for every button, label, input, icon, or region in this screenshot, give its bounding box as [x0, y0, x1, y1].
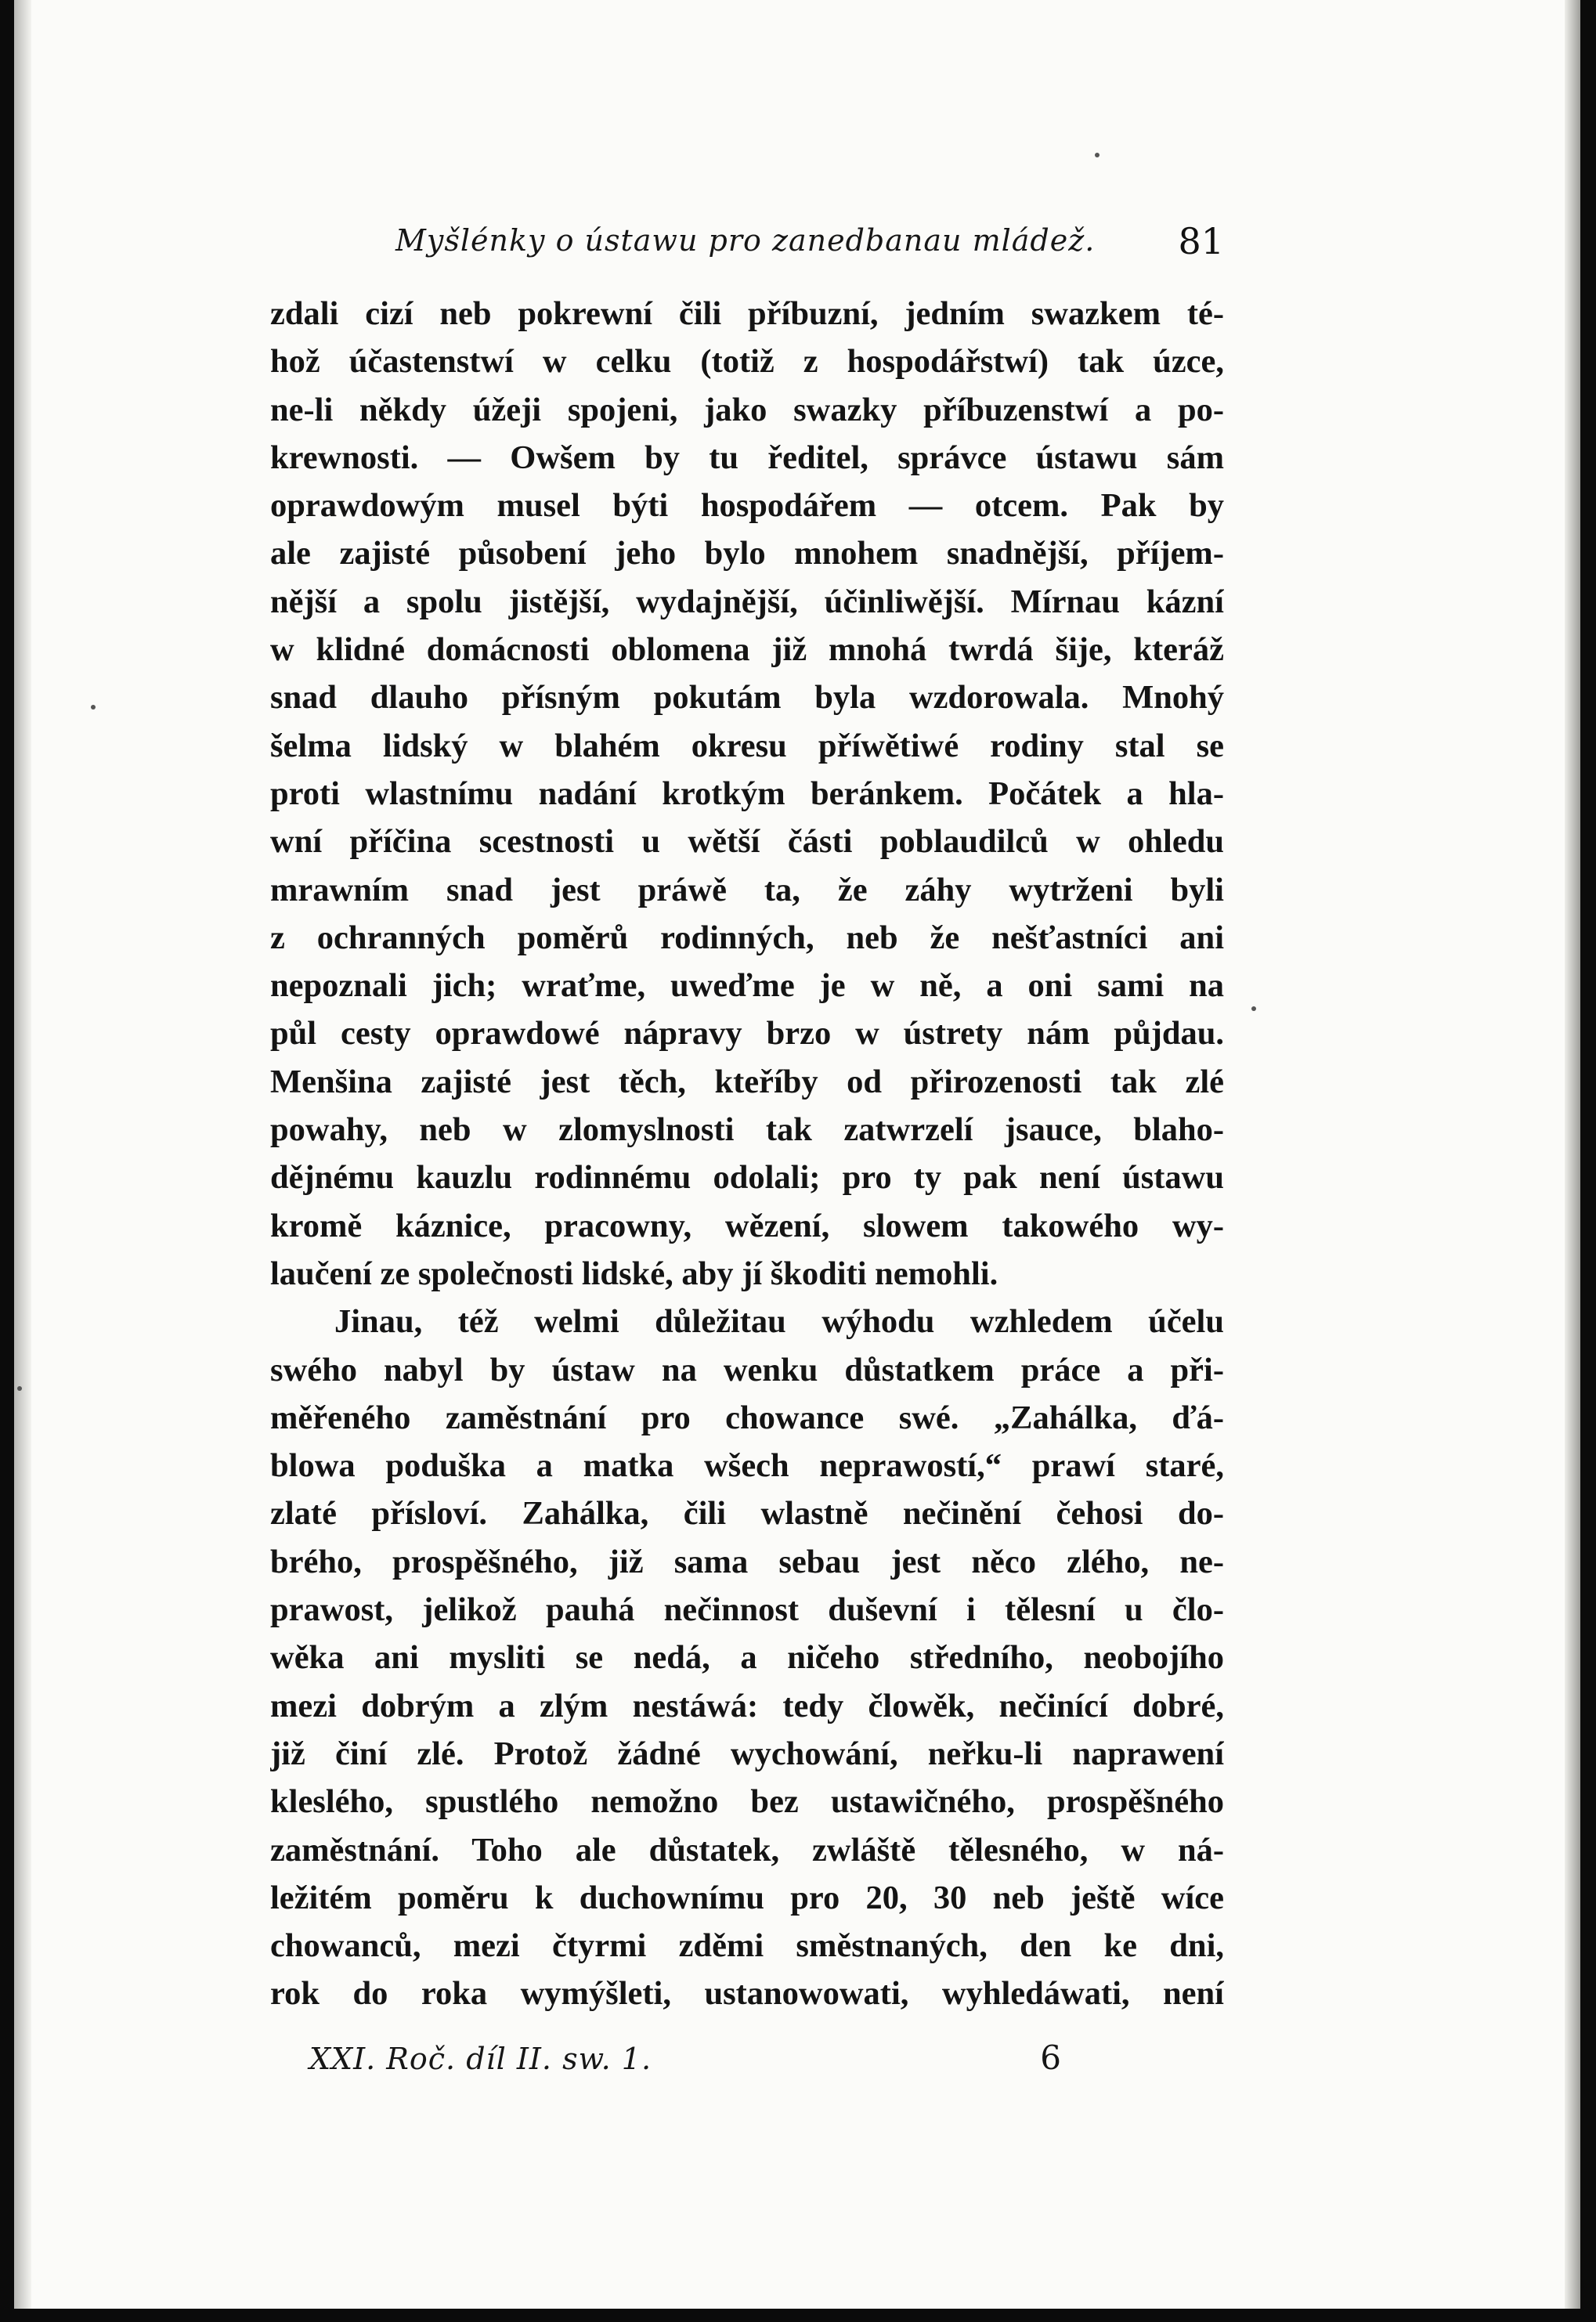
text-line: Menšina zajisté jest těch, kteříby od přirozenosti tak zlé — [270, 1063, 1224, 1100]
book-page — [14, 0, 1580, 2309]
text-line: mrawním snad jest práwě ta, že záhy wytrženi byli — [270, 871, 1224, 908]
text-line: oprawdowým musel býti hospodářem — otcem. Pak by — [270, 487, 1224, 525]
text-line: proti wlastnímu nadání krotkým beránkem. Počátek a hla- — [270, 775, 1224, 812]
text-line: kromě káznice, pracowny, wězení, slowem takowého wy- — [270, 1207, 1224, 1244]
text-line: zlaté přísloví. Zahálka, čili wlastně nečinění čehosi do- — [270, 1495, 1224, 1533]
text-line: wěka ani mysliti se nedá, a ničeho středního, neobojího — [270, 1639, 1224, 1677]
text-line: půl cesty oprawdowé nápravy brzo w ústrety nám půjdau. — [270, 1015, 1224, 1053]
text-line: snad dlauho přísným pokutám byla wzdorowala. Mnohý — [270, 679, 1224, 717]
text-line: ležitém poměru k duchownímu pro 20, 30 neb ještě wíce — [270, 1879, 1224, 1916]
text-line: kleslého, spustlého nemožno bez ustawičného, prospěšného — [270, 1783, 1224, 1821]
page-edge-shadow — [1565, 0, 1580, 2309]
text-line: již činí zlé. Protož žádné wychowání, neřku-li naprawení — [270, 1735, 1224, 1772]
running-head — [395, 220, 1224, 270]
paper-speck — [1251, 1006, 1256, 1011]
text-line: nepoznali jich; wraťme, uweďme je w ně, a oni sami na — [270, 967, 1224, 1005]
paper-speck — [1095, 153, 1100, 157]
page-number: 81 — [1178, 220, 1224, 262]
text-line: šelma lidský w blahém okresu příwětiwé rodiny stal se — [270, 727, 1224, 764]
page-footer — [309, 2039, 1061, 2085]
text-line: zaměstnání. Toho ale důstatek, zwláště tělesného, w ná- — [270, 1831, 1224, 1869]
paper-speck — [17, 1386, 22, 1391]
text-line: blowa poduška a matka wšech neprawostí,“ prawí staré, — [270, 1447, 1224, 1485]
printer-signature: XXI. Roč. díl II. sw. 1. — [309, 2042, 652, 2076]
paragraph-end-line: laučení ze společnosti lidské, aby jí škoditi nemohli. — [270, 1255, 998, 1292]
text-line: dějnému kauzlu rodinnému odolali; pro ty pak není ústawu — [270, 1159, 1224, 1197]
text-line: rok do roka wymýšleti, ustanowowati, wyhledáwati, není — [270, 1975, 1224, 2013]
text-line: měřeného zaměstnání pro chowance swé. „Zahálka, ďá- — [270, 1399, 1224, 1436]
text-line: z ochranných poměrů rodinných, neb že nešťastníci ani — [270, 919, 1224, 956]
text-line: zdali cizí neb pokrewní čili příbuzní, jedním swazkem té- — [270, 295, 1224, 332]
text-line: chowanců, mezi čtyrmi zděmi směstnaných, den ke dni, — [270, 1927, 1224, 1965]
text-line: ne-li někdy úžeji spojeni, jako swazky příbuzenstwí a po- — [270, 391, 1224, 428]
paper-speck — [91, 705, 96, 710]
text-line: ale zajisté působení jeho bylo mnohem snadnější, příjem- — [270, 535, 1224, 572]
text-line: nější a spolu jistější, wydajnější, účinliwější. Mírnau kázní — [270, 583, 1224, 620]
text-line: wní příčina scestnosti u wětší části poblaudilců w ohledu — [270, 823, 1224, 861]
text-line: w klidné domácnosti oblomena již mnohá twrdá šije, kteráž — [270, 631, 1224, 669]
text-line: mezi dobrým a zlým nestáwá: tedy člowěk, nečinící dobré, — [270, 1687, 1224, 1724]
text-line: prawost, jelikož pauhá nečinnost duševní i tělesní u člo- — [270, 1591, 1224, 1629]
text-line: krewnosti. — Owšem by tu ředitel, správce ústawu sám — [270, 439, 1224, 476]
page-gutter-shadow — [14, 0, 31, 2309]
body-text — [270, 290, 1224, 2018]
text-line: powahy, neb w zlomyslnosti tak zatwrzelí jsauce, blaho- — [270, 1111, 1224, 1149]
sheet-number: 6 — [1040, 2039, 1061, 2077]
text-line: swého nabyl by ústaw na wenku důstatkem práce a při- — [270, 1351, 1224, 1389]
text-line: hož účastenstwí w celku (totiž z hospodářstwí) tak úzce, — [270, 343, 1224, 381]
running-title: Myšlénky o ústawu pro zanedbanau mládež. — [395, 223, 1096, 258]
paragraph-start-line: Jinau, též welmi důležitau wýhodu wzhledem účelu — [334, 1303, 1224, 1341]
text-line: brého, prospěšného, již sama sebau jest něco zlého, ne- — [270, 1543, 1224, 1580]
